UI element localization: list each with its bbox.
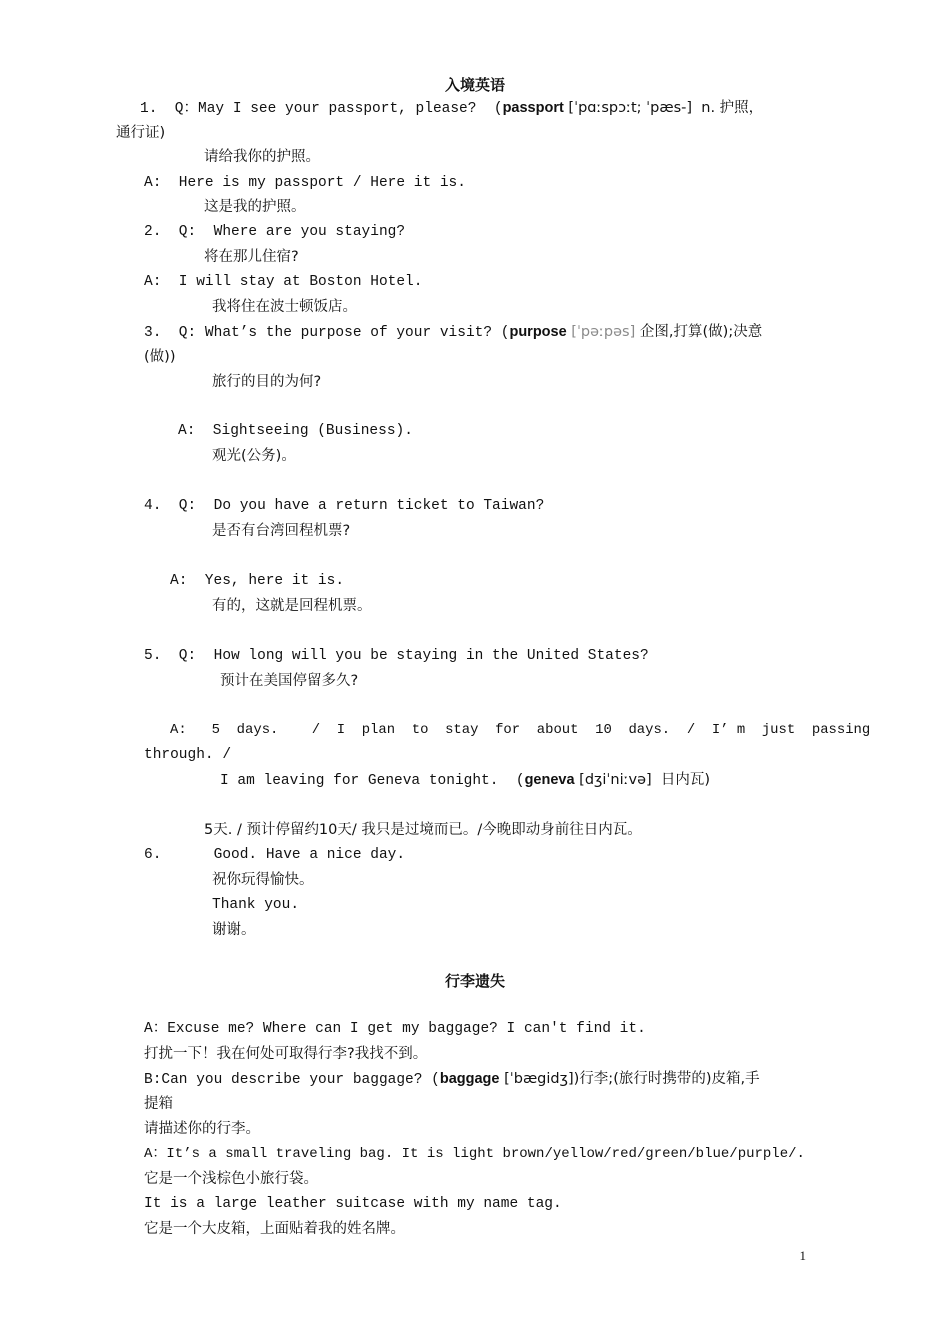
line-a3-zh: 观光(公务)。 <box>212 448 296 464</box>
line-q1-zh: 请给我你的护照。 <box>204 149 320 165</box>
line-6-reply: Thank you. <box>212 897 300 913</box>
line-q1: 1. Q：May I see your passport, please? (passport [ˈpɑːspɔːt; ˈpæs-] n. 护照， <box>140 100 764 117</box>
line-a2: A: I will stay at Boston Hotel. <box>144 274 423 290</box>
line-q5-zh: 预计在美国停留多久? <box>220 673 359 689</box>
line-a1: A: Here is my passport / Here it is. <box>144 175 466 191</box>
line-b1: A：Excuse me? Where can I get my baggage? I can't find it. <box>144 1021 646 1037</box>
line-b4-zh: 它是一个大皮箱，上面贴着我的姓名牌。 <box>144 1221 405 1237</box>
line-b4: It is a large leather suitcase with my name tag. <box>144 1196 562 1212</box>
line-q4-zh: 是否有台湾回程机票? <box>212 523 351 539</box>
line-q2-zh: 将在那儿住宿? <box>204 249 299 265</box>
line-q5: 5. Q: How long will you be staying in the United States? <box>144 648 649 664</box>
line-a2-zh: 我将住在波士顿饭店。 <box>212 299 357 315</box>
line-q4: 4. Q: Do you have a return ticket to Taiwan? <box>144 498 545 514</box>
line-b3-zh: 它是一个浅棕色小旅行袋。 <box>144 1171 318 1187</box>
line-a3: A: Sightseeing (Business). <box>178 423 413 439</box>
line-q3-zh: 旅行的目的为何? <box>212 374 322 390</box>
line-q3: 3. Q: What’s the purpose of your visit? (purpose [ˈpəːpəs] 企图,打算(做);决意 <box>144 324 763 341</box>
section-title-immigration: 入境英语 <box>444 76 505 94</box>
line-b3: A：It’s a small traveling bag. It is light brown/yellow/red/green/blue/purple/. <box>144 1146 805 1162</box>
line-a5-zh: 5天. / 预计停留约10天/ 我只是过境而已。/今晚即动身前往日内瓦。 <box>204 822 642 838</box>
page-number: 1 <box>799 1248 806 1263</box>
line-q3-cont: (做)) <box>144 349 176 365</box>
section-title-lost-baggage: 行李遗失 <box>444 972 505 990</box>
line-a1-zh: 这是我的护照。 <box>204 199 306 215</box>
line-q1-cont: 通行证) <box>116 125 166 141</box>
line-6-zh: 祝你玩得愉快。 <box>212 872 314 888</box>
line-b2-cont: 提箱 <box>144 1096 173 1112</box>
line-a5-cont: through. / <box>144 747 232 763</box>
line-a4-zh: 有的，这就是回程机票。 <box>212 598 372 614</box>
line-a5-geneva: I am leaving for Geneva tonight. (geneva [dʒiˈniːvə] 日内瓦) <box>220 772 711 789</box>
line-6-reply-zh: 谢谢。 <box>212 922 256 938</box>
line-6: 6. Good. Have a nice day. <box>144 847 406 863</box>
line-b2: B:Can you describe your baggage? (baggage [ˈbægidʒ])行李;(旅行时携带的)皮箱,手 <box>144 1071 760 1088</box>
line-q2: 2. Q: Where are you staying? <box>144 224 406 240</box>
line-b2-zh: 请描述你的行李。 <box>144 1121 260 1137</box>
line-a4: A: Yes, here it is. <box>170 573 345 589</box>
line-b1-zh: 打扰一下！我在何处可取得行李?我找不到。 <box>144 1046 428 1062</box>
line-a5: A: 5 days. / I plan to stay for about 10 days. / I’ m just passing <box>170 722 871 738</box>
